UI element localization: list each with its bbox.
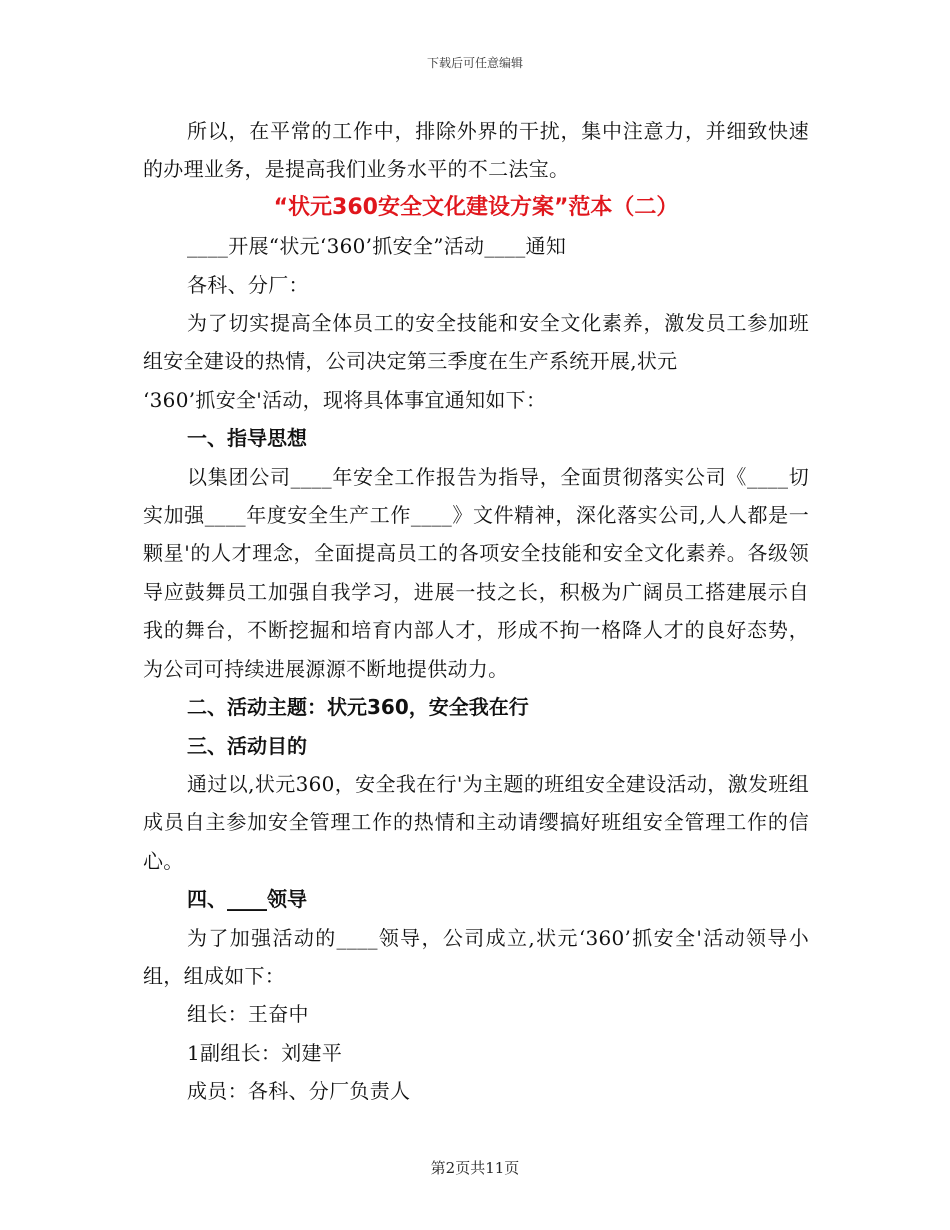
notice-heading: ____开展“状元‘360’抓安全”活动____通知 xyxy=(187,234,567,259)
members-line: 成员：各科、分厂负责人 xyxy=(187,1079,411,1104)
document-body xyxy=(143,112,809,1111)
section-heading-theme: 二、活动主题：状元360，安全我在行 xyxy=(187,695,529,720)
page-header: 下载后可任意编辑 xyxy=(426,56,523,70)
paragraph-leadership: 为了加强活动的____领导，公司成立,状元‘360’抓安全'活动领导小组，组成如下： xyxy=(143,925,809,988)
section-heading-purpose: 三、活动目的 xyxy=(187,733,307,758)
deputy-leader-line: 1副组长：刘建平 xyxy=(187,1040,343,1065)
paragraph-guidance: 以集团公司____年安全工作报告为指导，全面贯彻落实公司《____切实加强____年度安全生产工作____》文件精神，深化落实公司,人人都是一颗星'的人才理念，全面提高员工的各项安全技能和安全文化素养。各级领导应鼓舞员工加强自我学习，进展一技之长，积极为广阔员工搭建展示自我的舞台，不断挖掘和培育内部人才，形成不拘一格降人才的良好态势，为公司可持续进展源源不断地提供动力。 xyxy=(143,464,809,681)
salutation: 各科、分厂： xyxy=(187,272,309,297)
paragraph-conclusion: 所以，在平常的工作中，排除外界的干扰，集中注意力，并细致快速的办理业务，是提高我们业务水平的不二法宝。 xyxy=(143,119,809,182)
document-title: “状元360安全文化建设方案”范本（二） xyxy=(273,194,679,220)
section-heading-leadership: 四、____领导 xyxy=(187,887,307,912)
section-heading-guidance: 一、指导思想 xyxy=(187,426,307,451)
paragraph-purpose: 通过以,状元360，安全我在行'为主题的班组安全建设活动，激发班组成员自主参加安全管理工作的热情和主动请缨搞好班组安全管理工作的信心。 xyxy=(143,771,809,873)
paragraph-intro: 为了切实提高全体员工的安全技能和安全文化素养，激发员工参加班组安全建设的热情，公司决定第三季度在生产系统开展,状元 xyxy=(143,311,809,374)
paragraph-intro-cont: ‘360’抓安全'活动，现将具体事宜通知如下： xyxy=(143,387,547,412)
leader-line: 组长：王奋中 xyxy=(187,1002,309,1027)
page-footer: 第2页共11页 xyxy=(430,1159,520,1177)
